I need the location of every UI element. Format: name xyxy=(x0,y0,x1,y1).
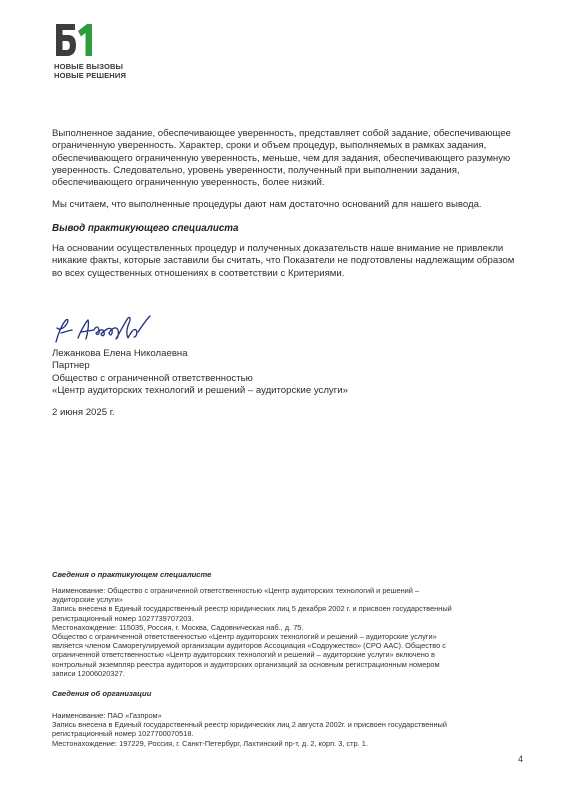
page-number: 4 xyxy=(518,754,524,764)
paragraph-sufficient-basis: Мы считаем, что выполненные процедуры дают нам достаточно оснований для нашего вывода. xyxy=(52,199,482,210)
organization-info-line: Местонахождение: 197229, Россия, г. Санкт-Петербург, Лахтинский пр-т, д. 2, корп. 3, стр. 1. xyxy=(52,738,368,748)
practitioner-info-text xyxy=(52,586,524,678)
practitioner-info-line: аудиторские услуги» xyxy=(52,595,123,605)
practitioner-info-line: является членом Саморегулируемой организации аудиторов Ассоциация «Содружество» (СРО ААС). Общество с xyxy=(52,641,446,651)
conclusion-heading: Вывод практикующего специалиста xyxy=(52,223,239,234)
logo-tagline xyxy=(54,62,174,80)
b1-logo-icon xyxy=(54,22,94,58)
practitioner-info-line: ограниченной ответственностью «Центр аудиторских технологий и решений – аудиторские услуги» включено в xyxy=(52,650,435,660)
practitioner-info-heading: Сведения о практикующем специалисте xyxy=(52,570,212,579)
signer-org-line2: «Центр аудиторских технологий и решений – аудиторские услуги» xyxy=(52,384,348,396)
company-logo xyxy=(54,22,174,80)
signer-name: Лежанкова Елена Николаевна xyxy=(52,348,188,359)
practitioner-info-line: Общество с ограниченной ответственностью «Центр аудиторских технологий и решений – аудиторские услуги» xyxy=(52,632,437,642)
logo-tagline-line1: НОВЫЕ ВЫЗОВЫ xyxy=(54,62,124,71)
practitioner-info-line: Запись внесена в Единый государственный реестр юридических лиц 5 декабря 2002 г. и присвоен государственный xyxy=(52,604,452,614)
report-date: 2 июня 2025 г. xyxy=(52,407,115,418)
practitioner-info-line: Наименование: Общество с ограниченной ответственностью «Центр аудиторских технологий и решений – xyxy=(52,586,420,595)
signer-block xyxy=(52,348,348,397)
organization-info-text xyxy=(52,711,524,748)
signer-position: Партнер xyxy=(52,360,90,372)
organization-info-heading: Сведения об организации xyxy=(52,689,152,698)
practitioner-info-line: Местонахождение: 115035, Россия, г. Москва, Садовническая наб., д. 75. xyxy=(52,622,304,632)
practitioner-info-line: регистрационный номер 1027739707203. xyxy=(52,613,194,623)
practitioner-info-line: записи 12006020327. xyxy=(52,668,125,678)
paragraph-assurance-level: Выполненное задание, обеспечивающее уверенность, представляет собой задание, обеспечивающее ограниченную уверенность. Характер, сроки и объем процедур, выполняемых в рамках задания, обеспечивающего ограниченную уверенность, меньше, чем для задания, обеспечивающего разумную уверенность. Следовательно, уровень уверенности, полученный при выполнении задания, обеспечивающего ограниченную уверенность, более низкий. xyxy=(52,128,511,189)
organization-info-line: регистрационный номер 1027700070518. xyxy=(52,729,194,739)
paragraph-conclusion: На основании осуществленных процедур и полученных доказательств наше внимание не привлекли никакие факты, которые заставили бы считать, что Показатели не подготовлены надлежащим образом во всех существенных отношениях в соответствии с Критериями. xyxy=(52,243,515,279)
organization-info-line: Запись внесена в Единый государственный реестр юридических лиц 2 августа 2002г. и присвоен государственный xyxy=(52,720,447,730)
organization-info-line: Наименование: ПАО «Газпром» xyxy=(52,711,162,720)
handwritten-signature xyxy=(48,308,178,348)
signer-org-line1: Общество с ограниченной ответственностью xyxy=(52,372,253,384)
logo-tagline-line2: НОВЫЕ РЕШЕНИЯ xyxy=(54,71,127,80)
practitioner-info-line: контрольный экземпляр реестра аудиторов и аудиторских организаций за основным регистрационным номером xyxy=(52,659,440,669)
